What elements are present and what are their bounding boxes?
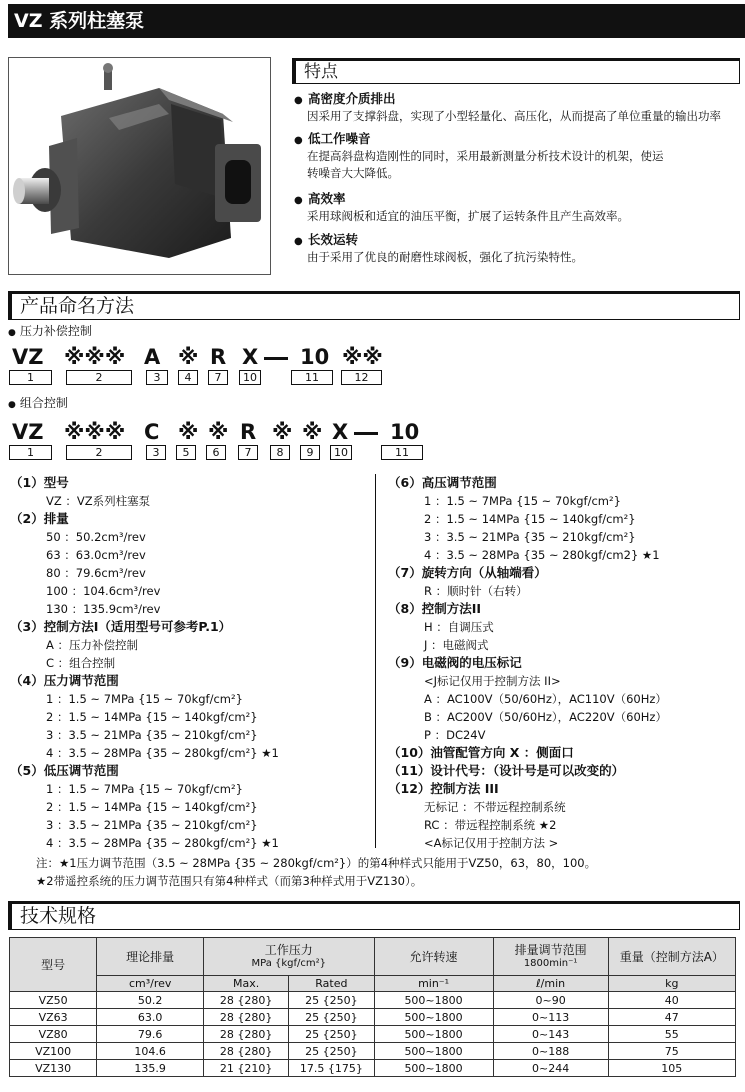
cell: 500~1800 (374, 1060, 493, 1077)
position-box: 7 (238, 445, 258, 460)
option-heading: （8）控制方法II (388, 601, 481, 616)
cell: 104.6 (97, 1043, 204, 1060)
position-box: 4 (178, 370, 198, 385)
cell: 25 {250} (289, 1043, 374, 1060)
col-max: Max. (204, 976, 289, 992)
options-left (10, 474, 370, 852)
note-line: 注：★1压力调节范围（3.5 ~ 28MPa {35 ~ 280kgf/cm²}）的第4种样式只能用于VZ50，63，80，100。 (36, 856, 597, 870)
table-row (10, 1009, 736, 1026)
option-heading: （5）低压调节范围 (10, 763, 119, 778)
option-item: <A标记仅用于控制方法 > (424, 836, 559, 850)
page-title: VZ 系列柱塞泵 (8, 4, 745, 38)
code-part: ※ (272, 420, 293, 444)
cell: 0~90 (493, 992, 608, 1009)
code-part: X (242, 345, 259, 369)
cell: 25 {250} (289, 1009, 374, 1026)
code-part: ※ (178, 420, 199, 444)
position-box: 11 (381, 445, 423, 460)
option-item: 50 ：50.2cm³/rev (46, 530, 146, 544)
position-box: 8 (270, 445, 290, 460)
feature-desc: 在提高斜盘构造刚性的同时，采用最新测量分析技术设计的机架，使运 转噪音大大降低。 (307, 149, 664, 180)
option-item: 3 ：3.5 ~ 21MPa {35 ~ 210kgf/cm²} (46, 728, 258, 742)
option-item: J ：电磁阀式 (424, 638, 489, 652)
bullet-icon: ● (8, 328, 16, 338)
code-part: R (240, 420, 257, 444)
option-item: 63 ：63.0cm³/rev (46, 548, 146, 562)
option-item: 3 ：3.5 ~ 21MPa {35 ~ 210kgf/cm²} (424, 530, 636, 544)
position-box: 10 (330, 445, 352, 460)
option-item: 1 ：1.5 ~ 7MPa {15 ~ 70kgf/cm²} (424, 494, 621, 508)
code-part: C (144, 420, 160, 444)
code-part: ※※ (342, 345, 383, 369)
position-box: 6 (206, 445, 226, 460)
feature-title: 高效率 (308, 191, 346, 206)
position-box: 10 (239, 370, 261, 385)
feature-item (294, 189, 745, 225)
cell: 21 {210} (204, 1060, 289, 1077)
cell: 500~1800 (374, 1009, 493, 1026)
col-pressure (204, 938, 374, 976)
position-box: 3 (146, 445, 166, 460)
code-part: R (210, 345, 227, 369)
bullet-icon: ● (294, 135, 303, 146)
option-item: 100 ：104.6cm³/rev (46, 584, 161, 598)
cell: 0~244 (493, 1060, 608, 1077)
cell: 0~143 (493, 1026, 608, 1043)
option-heading: （2）排量 (10, 511, 69, 526)
option-item: B ：AC200V（50/60Hz），AC220V（60Hz） (424, 710, 667, 724)
feature-desc: 由于采用了优良的耐磨性球阀板，强化了抗污染特性。 (307, 250, 583, 264)
cell: VZ50 (10, 992, 97, 1009)
cell: 0~113 (493, 1009, 608, 1026)
cell: 55 (608, 1026, 735, 1043)
cell: 500~1800 (374, 992, 493, 1009)
option-item: RC ：带远程控制系统 ★2 (424, 818, 557, 832)
bullet-icon: ● (294, 95, 303, 106)
feature-item (294, 129, 745, 182)
flow-sub: 1800min⁻¹ (523, 957, 578, 969)
option-item: A ：AC100V（50/60Hz），AC110V（60Hz） (424, 692, 667, 706)
option-item: 4 ：3.5 ~ 28MPa {35 ~ 280kgf/cm²} ★1 (46, 746, 279, 760)
col-rated: Rated (289, 976, 374, 992)
cell: 79.6 (97, 1026, 204, 1043)
option-item: H ：自调压式 (424, 620, 494, 634)
note-line: ★2带遥控系统的压力调节范围只有第4种样式（而第3种样式用于VZ130）。 (36, 874, 423, 888)
option-item: VZ ：VZ系列柱塞泵 (46, 494, 151, 508)
flow-unit: ℓ/min (493, 976, 608, 992)
col-flow (493, 938, 608, 976)
cell: 28 {280} (204, 1009, 289, 1026)
option-item: 1 ：1.5 ~ 7MPa {15 ~ 70kgf/cm²} (46, 782, 243, 796)
position-box: 5 (176, 445, 196, 460)
cell: 47 (608, 1009, 735, 1026)
bullet-icon: ● (294, 195, 303, 206)
table-row (10, 992, 736, 1009)
option-heading: （12）控制方法 III (388, 781, 499, 796)
position-box: 12 (341, 370, 382, 385)
code-part: ※ (178, 345, 199, 369)
code-part: ※ (302, 420, 323, 444)
cell: VZ130 (10, 1060, 97, 1077)
option-item: 无标记 ：不带远程控制系统 (424, 800, 566, 814)
col-disp: 理论排量 (97, 938, 204, 976)
pressure-label: 工作压力 (264, 942, 313, 957)
col-model: 型号 (10, 938, 97, 992)
position-box: 1 (9, 370, 52, 385)
option-heading: （11）设计代号：（设计号是可以改变的） (388, 763, 625, 778)
col-weight: 重量（控制方法A） (608, 938, 735, 976)
option-item: 4 ：3.5 ~ 28MPa {35 ~ 280kgf/cm2} ★1 (424, 548, 660, 562)
pressure-unit: MPa {kgf/cm²} (251, 957, 327, 969)
combined-label: ● 组合控制 (8, 396, 68, 410)
column-divider (375, 474, 376, 848)
option-heading: （10）油管配管方向 X ：侧面口 (388, 745, 574, 760)
code-part: A (144, 345, 161, 369)
cell: 25 {250} (289, 1026, 374, 1043)
position-box: 2 (66, 445, 132, 460)
option-item: 2 ：1.5 ~ 14MPa {15 ~ 140kgf/cm²} (46, 710, 258, 724)
option-item: <J标记仅用于控制方法 II> (424, 674, 561, 688)
cell: 17.5 {175} (289, 1060, 374, 1077)
cell: 28 {280} (204, 992, 289, 1009)
code-part: 10 (390, 420, 420, 444)
cell: VZ80 (10, 1026, 97, 1043)
feature-title: 高密度介质排出 (308, 91, 396, 106)
option-item: 1 ：1.5 ~ 7MPa {15 ~ 70kgf/cm²} (46, 692, 243, 706)
cell: 105 (608, 1060, 735, 1077)
option-heading: （3）控制方法I（适用型号可参考P.1） (10, 619, 232, 634)
bullet-icon: ● (8, 400, 16, 410)
option-item: 2 ：1.5 ~ 14MPa {15 ~ 140kgf/cm²} (424, 512, 636, 526)
cell: 500~1800 (374, 1026, 493, 1043)
spec-table (9, 937, 736, 1077)
position-box: 2 (66, 370, 132, 385)
option-item: R ：顺时针（右转） (424, 584, 528, 598)
position-box: 3 (146, 370, 168, 385)
option-item: 80 ：79.6cm³/rev (46, 566, 146, 580)
feature-title: 长效运转 (308, 232, 359, 247)
code-part: VZ (12, 420, 44, 444)
pressure-comp-label: ● 压力补偿控制 (8, 324, 92, 338)
feature-item (294, 230, 745, 266)
option-item: P ：DC24V (424, 728, 486, 742)
code-part: VZ (12, 345, 44, 369)
code-part: X (332, 420, 349, 444)
code-part: ※※※ (64, 345, 126, 369)
position-box: 11 (291, 370, 333, 385)
pump-image (8, 57, 271, 275)
cell: VZ63 (10, 1009, 97, 1026)
features-heading: 特点 (292, 58, 740, 84)
option-item: 4 ：3.5 ~ 28MPa {35 ~ 280kgf/cm²} ★1 (46, 836, 279, 850)
feature-desc: 因采用了支撑斜盘，实现了小型轻量化、高压化，从而提高了单位重量的输出功率 (307, 109, 721, 123)
option-heading: （1）型号 (10, 475, 69, 490)
table-row (10, 1026, 736, 1043)
option-item: 130 ：135.9cm³/rev (46, 602, 161, 616)
spec-heading: 技术规格 (8, 901, 740, 930)
notes (36, 854, 596, 890)
dash-icon (354, 420, 378, 444)
cell: 50.2 (97, 992, 204, 1009)
table-row (10, 1043, 736, 1060)
weight-unit: kg (608, 976, 735, 992)
feature-item (294, 89, 745, 125)
cell: 25 {250} (289, 992, 374, 1009)
position-box: 7 (208, 370, 228, 385)
disp-unit: cm³/rev (97, 976, 204, 992)
speed-unit: min⁻¹ (374, 976, 493, 992)
feature-desc: 采用球阀板和适宜的油压平衡，扩展了运转条件且产生高效率。 (307, 209, 629, 223)
code-part: 10 (300, 345, 330, 369)
option-heading: （6）高压调节范围 (388, 475, 497, 490)
position-box: 9 (300, 445, 320, 460)
dash-icon (264, 345, 288, 369)
code-part: ※※※ (64, 420, 126, 444)
cell: 0~188 (493, 1043, 608, 1060)
bullet-icon: ● (294, 236, 303, 247)
table-row (10, 1060, 736, 1077)
option-heading: （4）压力调节范围 (10, 673, 119, 688)
cell: 500~1800 (374, 1043, 493, 1060)
option-heading: （9）电磁阀的电压标记 (388, 655, 522, 670)
cell: 28 {280} (204, 1026, 289, 1043)
options-right (388, 474, 743, 852)
naming-heading: 产品命名方法 (8, 291, 740, 320)
cell: 135.9 (97, 1060, 204, 1077)
feature-title: 低工作噪音 (308, 131, 371, 146)
option-heading: （7）旋转方向（从轴端看） (388, 565, 547, 580)
flow-label: 排量调节范围 (514, 942, 587, 957)
cell: 75 (608, 1043, 735, 1060)
cell: VZ100 (10, 1043, 97, 1060)
position-box: 1 (9, 445, 52, 460)
cell: 40 (608, 992, 735, 1009)
col-speed: 允许转速 (374, 938, 493, 976)
option-item: C ：组合控制 (46, 656, 116, 670)
code-part: ※ (208, 420, 229, 444)
cell: 28 {280} (204, 1043, 289, 1060)
option-item: A ：压力补偿控制 (46, 638, 139, 652)
cell: 63.0 (97, 1009, 204, 1026)
option-item: 3 ：3.5 ~ 21MPa {35 ~ 210kgf/cm²} (46, 818, 258, 832)
option-item: 2 ：1.5 ~ 14MPa {15 ~ 140kgf/cm²} (46, 800, 258, 814)
